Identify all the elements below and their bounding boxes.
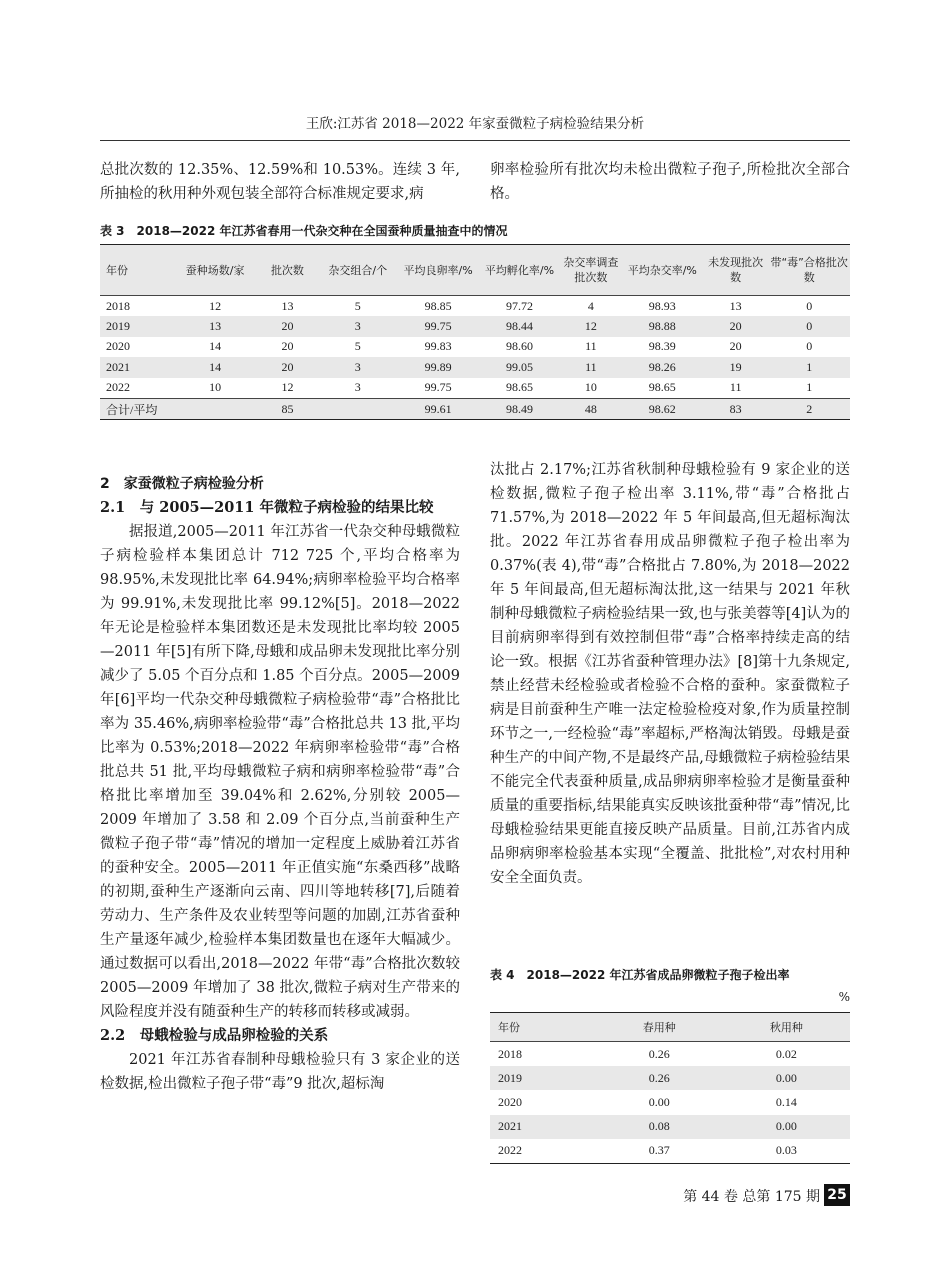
table-cell: 10 [584,380,597,395]
page-footer [683,1184,850,1206]
table-cell: 12 [281,380,294,395]
table-cell: 1 [806,380,813,395]
table-cell: 0.14 [775,1094,797,1109]
table-cell: 14 [209,339,222,354]
paragraph-continued-right: 卵率检验所有批次均未检出微粒子孢子,所检批次全部合格。 [490,162,850,202]
table-cell: 98.88 [648,319,676,334]
table-cell: 13 [729,298,742,313]
table-cell: 48 [560,398,621,419]
table-cell: 2018 [106,298,130,313]
table-cell: 98.65 [648,380,676,395]
subsection-heading-2-2: 2.2 母蛾检验与成品卵检验的关系 [100,1027,329,1044]
table4 [490,1012,850,1164]
table-cell: 2022 [490,1139,596,1164]
table-cell: 0.26 [648,1046,670,1061]
table-cell: 13 [209,319,222,334]
running-header: 王欣:江苏省 2018—2022 年家蚕微粒子病检验结果分析 [305,116,645,132]
table-row [490,1139,850,1164]
table-cell: 5 [354,298,361,313]
table-total-row [100,398,850,419]
table-cell: 11 [585,339,597,354]
table-cell: 0.08 [648,1119,670,1134]
table-cell: 11 [585,359,597,374]
table-cell: 0.02 [775,1046,797,1061]
table-cell: 0 [806,298,813,313]
table-row [100,337,850,357]
table-cell: 2021 [498,1119,522,1134]
table-cell: 2019 [498,1070,522,1085]
table-cell: 20 [281,319,294,334]
paragraph-2-2-continued: 汰批占 2.17%;江苏省秋制种母蛾检验有 9 家企业的送检数据,微粒子孢子检出率 3.11%,带“毒”合格批占 71.57%,为 2018—2022 年 5 年间最高,但无超标淘汰批。2022 年江苏省春用成品卵微粒子孢子检出率为 0.37%(表 4),带“毒”合格批占 7.80%,为 2018—2022 年 5 年间最高,但无超标淘汰批,这一结果与 2021 年秋制种母蛾微粒子病检验结果一致,也与张美蓉等[4]认为的目前病卵率得到有效控制但带“毒”合格率持续走高的结论一致。根据《江苏省蚕种管理办法》[8]第十九条规定,禁止经营未经检验或者检验不合格的蚕种。家蚕微粒子病是目前蚕种生产唯一法定检验检疫对象,作为质量控制环节之一,一经检验“毒”率超标,严格淘汰销毁。母蛾是蚕种生产的中间产物,不是最终产品,母蛾微粒子病检验结果不能完全代表蚕种质量,成品卵病卵率检验才是衡量蚕种质量的重要指标,结果能真实反映该批蚕种带“毒”情况,比母蛾检验结果更能直接反映产品质量。目前,江苏省内成品卵病卵率检验基本实现“全覆盖、批批检”,对农村用种安全全面负责。 [490,462,850,886]
top-right-text [490,158,850,206]
paragraph-2-2-start: 2021 年江苏省春制种母蛾检验只有 3 家企业的送检数据,检出微粒子孢子带“毒”9 批次,超标淘 [100,1052,460,1092]
right-column [490,458,850,890]
table-cell: 20 [281,359,294,374]
table3-header-hybrid-survey: 杂交率调查批次数 [560,245,621,296]
paragraph-2-1: 据报道,2005—2011 年江苏省一代杂交种母蛾微粒子病检验样本集团总计 712 725 个,平均合格率为 98.95%,未发现批比率 64.94%;病卵率检验平均合格率为 99.91%,未发现批比率 99.12%[5]。2018—2022 年无论是检验样本集团数还是未发现批比率均较 2005—2011 年[5]有所下降,母蛾和成品卵未发现批比率分别减少了 5.05 个百分点和 1.85 个百分点。2005—2009 年[6]平均一代杂交种母蛾微粒子病检验带“毒”合格批比率为 35.46%,病卵率检验带“毒”合格批总共 13 批,平均比率为 0.53%;2018—2022 年病卵率检验带“毒”合格批总共 51 批,平均母蛾微粒子病和病卵率检验带“毒”合格批比率增加至 39.04%和 2.62%,分别较 2005—2009 年增加了 3.58 和 2.09 个百分点,当前蚕种生产微粒子孢子带“毒”情况的增加一定程度上威胁着江苏省的蚕种安全。2005—2011 年正值实施“东桑西移”战略的初期,蚕种生产逐渐向云南、四川等地转移[7],后随着劳动力、生产条件及农业转型等问题的加剧,江苏省蚕种生产量逐年减少,检验样本集团数量也在逐年大幅减少。通过数据可以看出,2018—2022 年带“毒”合格批次数较 2005—2009 年增加了 38 批次,微粒子病对生产带来的风险程度并没有随蚕种生产的转移而转移或减弱。 [100,524,460,1020]
section-heading: 2 家蚕微粒子病检验分析 [100,476,264,492]
table3-header-hybrid-rate: 平均杂交率/% [622,245,703,296]
issue-info: 第 44 卷 总第 175 期 [683,1189,820,1205]
subsection-heading-2-1: 2.1 与 2005—2011 年微粒子病检验的结果比较 [100,499,434,516]
table-cell: 2019 [106,319,130,334]
table-cell [174,398,257,419]
table-cell: 0.37 [596,1139,723,1164]
table-cell: 2020 [106,339,130,354]
table4-header-autumn: 秋用种 [723,1013,850,1042]
table-row [100,316,850,336]
table4-caption: 表 4 2018—2022 年江苏省成品卵微粒子孢子检出率 [490,968,790,982]
table-cell: 0.00 [775,1070,797,1085]
table-cell: 20 [281,339,294,354]
table3-header-farms: 蚕种场数/家 [174,245,257,296]
table4-header-row [490,1013,850,1042]
table-cell: 0.00 [775,1119,797,1134]
table-cell: 19 [729,359,742,374]
table-cell: 85 [257,398,318,419]
table-cell: 98.93 [648,298,676,313]
table-cell: 0 [806,339,813,354]
table3-header-year: 年份 [100,245,174,296]
table-cell: 99.75 [424,380,452,395]
table-cell: 83 [703,398,768,419]
table-cell: 0.00 [648,1094,670,1109]
table-cell: 5 [354,339,361,354]
table3-header-toxic-pass: 带“毒”合格批次数 [768,245,850,296]
table-cell: 97.72 [505,298,533,313]
header-rule [100,140,850,141]
table3-header-hatch: 平均孵化率/% [479,245,560,296]
table-cell: 99.83 [424,339,452,354]
table-cell: 98.39 [648,339,676,354]
table3-header-good-egg: 平均良卵率/% [397,245,478,296]
table-cell: 99.61 [397,398,478,419]
table-cell: 0.03 [723,1139,850,1164]
table-cell: 12 [209,298,222,313]
table-cell: 4 [587,298,594,313]
table-cell: 99.89 [424,359,452,374]
table-cell: 10 [209,380,222,395]
table-cell: 12 [584,319,597,334]
table3-header-not-found: 未发现批次数 [703,245,768,296]
table-cell: 2021 [106,359,130,374]
left-column [100,472,460,1096]
table-cell: 11 [729,380,742,395]
table-row [490,1090,850,1114]
table-cell: 0 [806,319,813,334]
table-cell: 3 [354,359,361,374]
table-cell: 2022 [106,380,130,395]
table4-header-spring: 春用种 [596,1013,723,1042]
table4-header-year: 年份 [490,1013,596,1042]
table-cell: 0.26 [648,1070,670,1085]
table-cell: 2020 [498,1094,522,1109]
table-cell: 98.60 [505,339,533,354]
table-cell: 98.44 [505,319,533,334]
table-cell: 2018 [498,1046,522,1061]
table3 [100,244,850,420]
table-cell: 20 [729,319,742,334]
table-cell: 99.05 [505,359,533,374]
top-left-text [100,158,460,206]
table-cell: 3 [354,380,361,395]
table3-header-row [100,245,850,296]
table-cell: 13 [281,298,294,313]
table-cell: 98.65 [505,380,533,395]
paragraph-continued: 总批次数的 12.35%、12.59%和 10.53%。连续 3 年,所抽检的秋用种外观包装全部符合标准规定要求,病 [100,162,460,202]
table-row [100,357,850,377]
page-number: 25 [824,1184,850,1206]
table-cell: 20 [729,339,742,354]
table-cell: 1 [806,359,813,374]
table-row [100,378,850,399]
table-row [100,296,850,317]
table-row [490,1042,850,1067]
table-row [490,1066,850,1090]
table3-header-batches: 批次数 [257,245,318,296]
table-cell: 98.85 [424,298,452,313]
table-cell: 98.49 [479,398,560,419]
table-cell [318,398,397,419]
table-cell: 2 [768,398,850,419]
table-cell: 14 [209,359,222,374]
table3-header-combos: 杂交组合/个 [318,245,397,296]
table-cell: 合计/平均 [100,398,174,419]
table-cell: 99.75 [424,319,452,334]
table4-unit: % [838,990,850,1004]
table-cell: 3 [354,319,361,334]
table-row [490,1115,850,1139]
table-cell: 98.62 [622,398,703,419]
table3-caption: 表 3 2018—2022 年江苏省春用一代杂交种在全国蚕种质量抽查中的情况 [100,224,508,238]
table-cell: 98.26 [648,359,676,374]
